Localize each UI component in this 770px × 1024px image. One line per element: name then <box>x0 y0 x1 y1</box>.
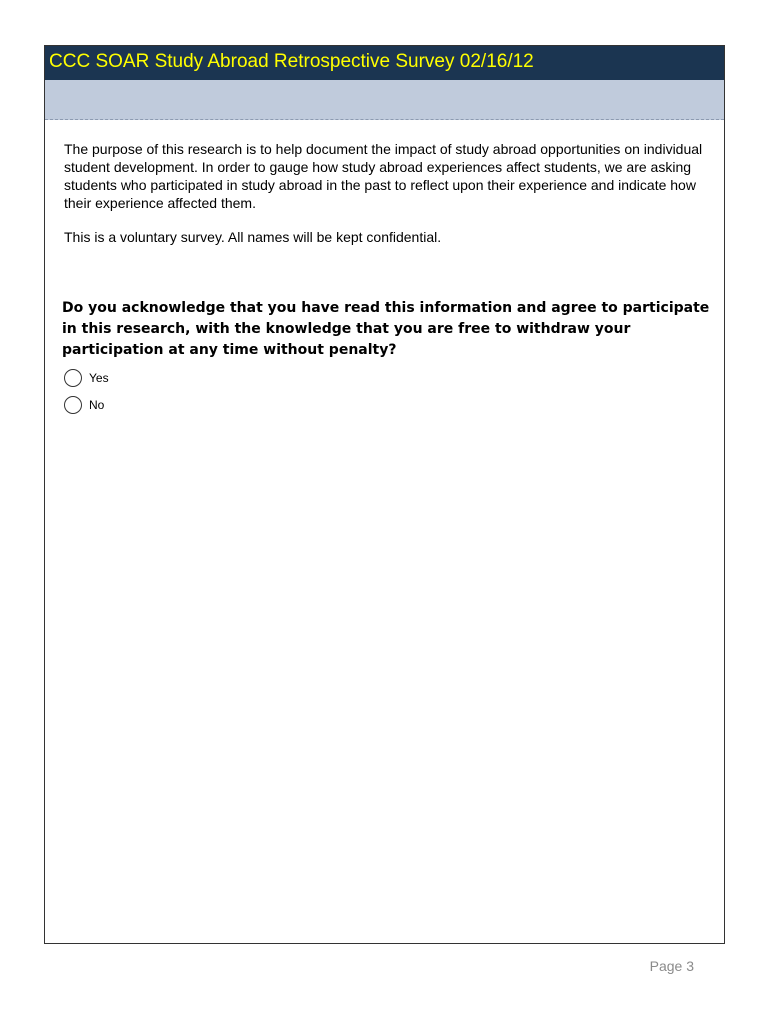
option-no[interactable] <box>64 396 104 414</box>
radio-button-no[interactable] <box>64 396 82 414</box>
radio-button-yes[interactable] <box>64 369 82 387</box>
intro-paragraph-purpose: The purpose of this research is to help document the impact of study abroad opportunities on individual student development. In order to gauge how study abroad experiences affect students, we are asking students who participated in study abroad in the past to reflect upon their experience and indicate how their experience affected them. <box>64 141 703 211</box>
survey-title: CCC SOAR Study Abroad Retrospective Survey 02/16/12 <box>49 51 534 72</box>
option-yes[interactable] <box>64 369 109 387</box>
option-label-no: No <box>89 398 105 412</box>
consent-question: Do you acknowledge that you have read this information and agree to participate in this research, with the knowledge that you are free to withdraw your participation at any time without penalty? <box>62 300 710 358</box>
section-header-bar <box>45 80 724 120</box>
title-bar <box>45 46 724 80</box>
intro-paragraph-voluntary: This is a voluntary survey. All names will be kept confidential. <box>64 229 442 245</box>
intro-text <box>64 140 714 262</box>
page-number: Page 3 <box>649 958 694 974</box>
option-label-yes: Yes <box>89 371 109 385</box>
